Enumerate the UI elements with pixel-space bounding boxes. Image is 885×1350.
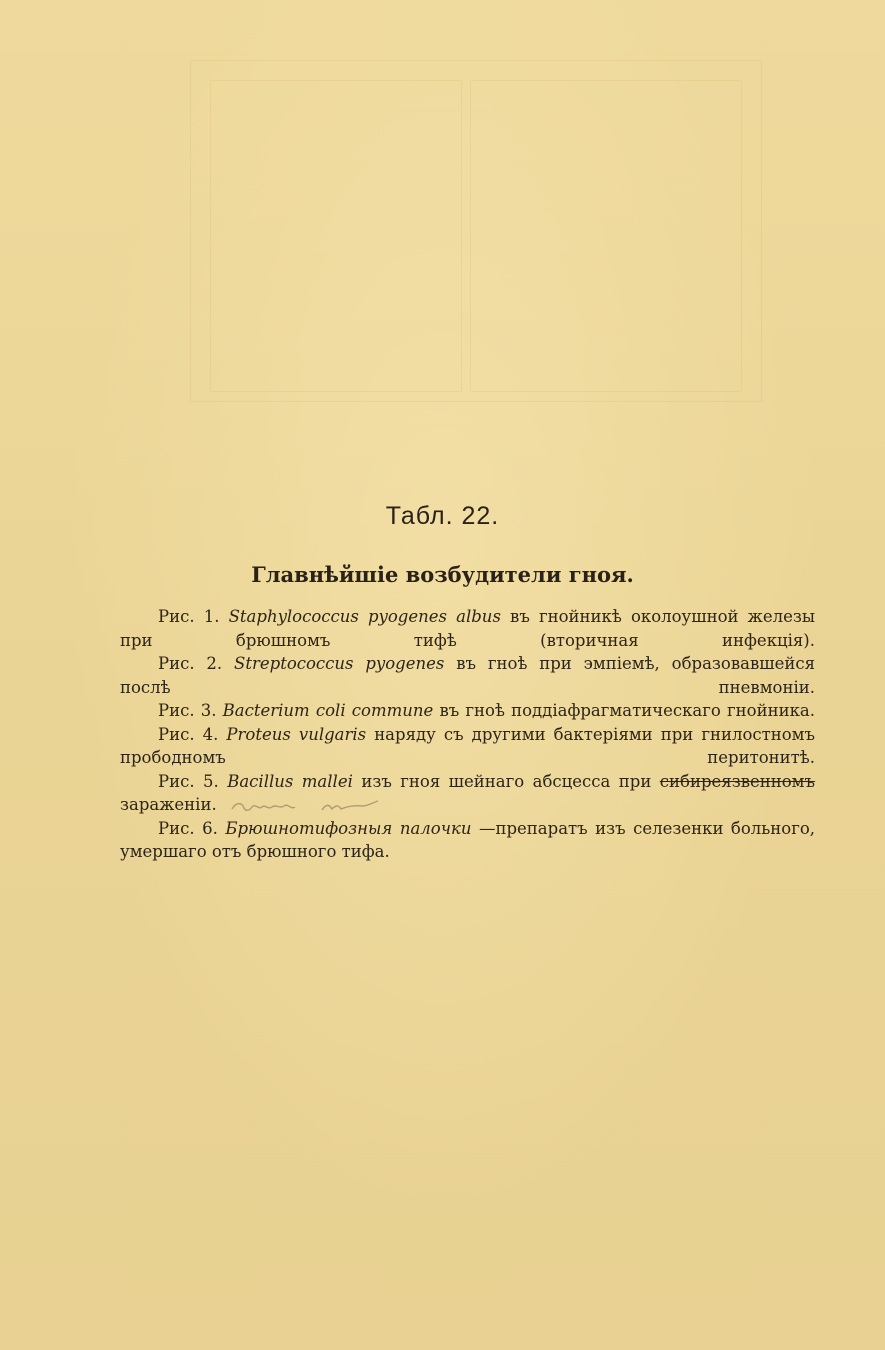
caption-text: въ гнойникѣ околоушной железы при брюшномъ тифѣ (вторичная инфекція). [120,607,815,650]
caption-label: Рис. 4. [158,724,219,744]
caption-text: —препаратъ изъ селезенки больного, умершаго отъ брюшного тифа. [120,818,816,861]
caption-fig-5 [120,770,815,817]
caption-text-end: зараженіи. [120,795,217,814]
caption-text: въ гноѣ поддіафрагматическаго гнойника. [439,701,815,720]
bleed-through-shape [210,80,462,392]
plate-title: Табл. 22. [385,502,500,530]
caption-fig-6 [120,817,815,864]
caption-fig-4 [120,723,815,770]
caption-species: Proteus vulgaris [226,724,367,744]
bleed-through-shape [470,80,742,392]
caption-species: Streptococcus pyogenes [234,654,445,673]
figure-captions [120,605,815,864]
struck-out-word: сибиреязвенномъ [659,771,816,791]
handwritten-scribble [228,798,388,814]
caption-species: Bacterium coli commune [222,701,434,720]
caption-species: Staphylococcus pyogenes albus [228,607,501,626]
plate-subtitle: Главнѣйшіе возбудители гноя. [251,562,634,587]
caption-text: изъ гноя шейнаго абсцесса при [361,771,652,791]
caption-label: Рис. 5. [158,771,219,791]
caption-label: Рис. 3. [158,701,217,720]
caption-text: наряду съ другими бактеріями при гнилостномъ прободномъ перитонитѣ. [120,724,816,767]
caption-fig-3 [120,699,815,723]
caption-species: Bacillus mallei [227,771,353,791]
caption-label: Рис. 2. [158,654,223,673]
caption-label: Рис. 1. [158,607,220,626]
caption-label: Рис. 6. [158,818,218,838]
caption-species: Брюшнотифозныя палочки [225,818,472,838]
caption-fig-2 [120,652,815,699]
caption-fig-1 [120,605,815,652]
caption-text: въ гноѣ при эмпіемѣ, образовавшейся послѣ пневмоніи. [120,654,816,697]
